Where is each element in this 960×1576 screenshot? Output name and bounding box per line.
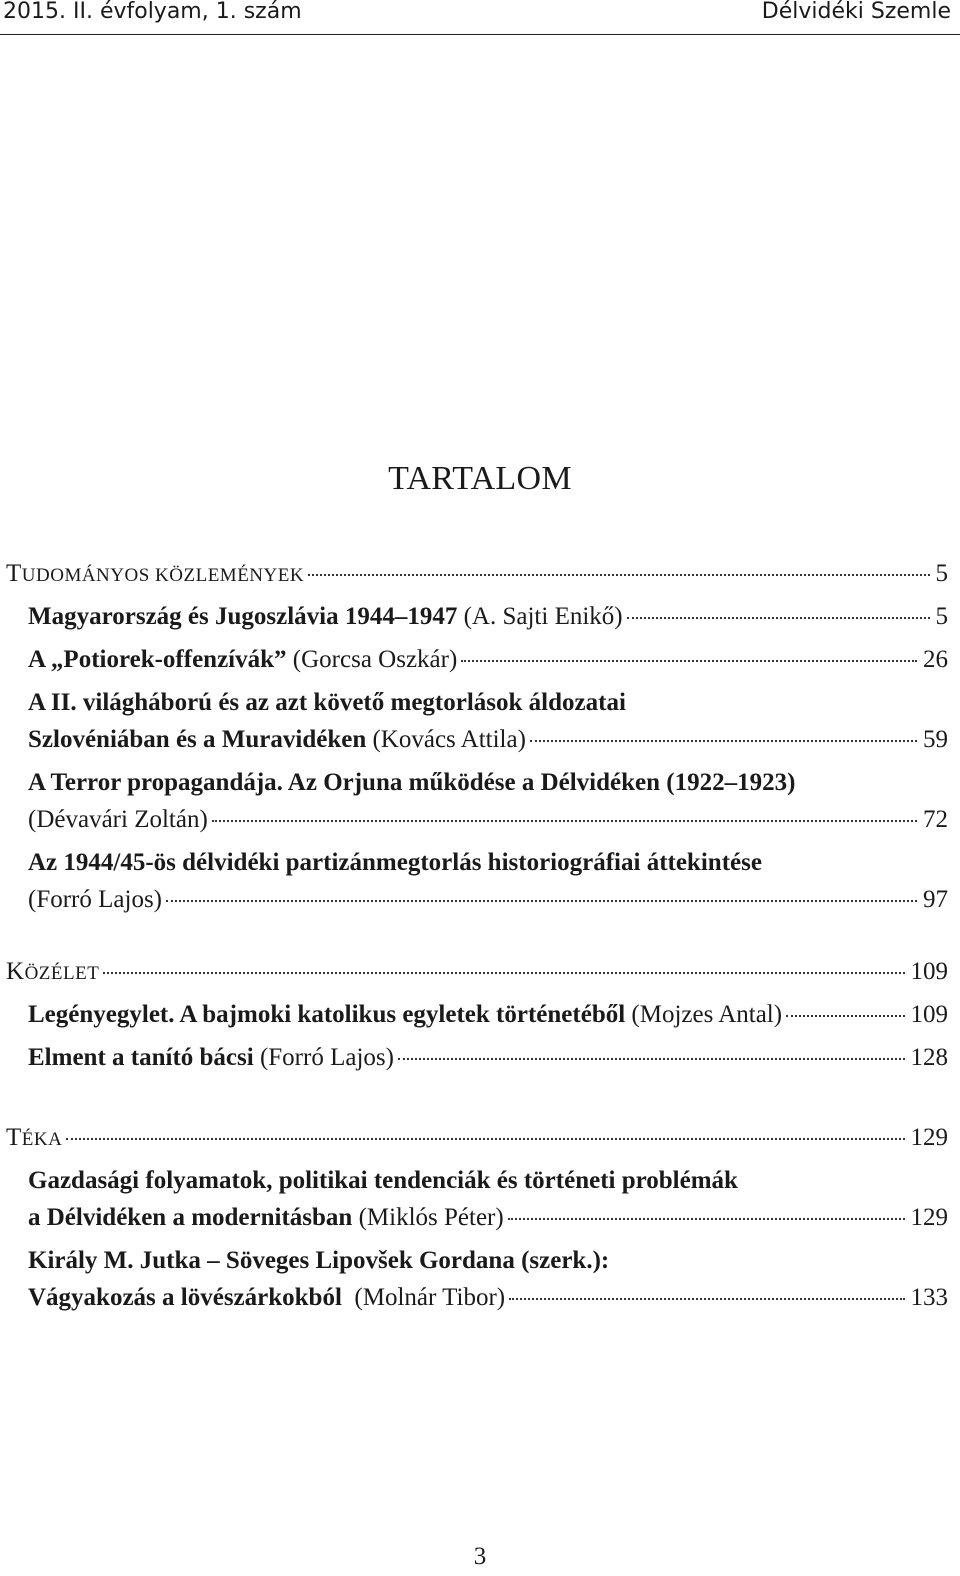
entry-title: Király M. Jutka – Söveges Lipovšek Gordana (szerk.): bbox=[28, 1247, 610, 1274]
entry-page-number: 97 bbox=[923, 886, 948, 913]
dot-leader bbox=[212, 819, 917, 822]
entry-title: A „Potiorek-offenzívák” bbox=[28, 646, 287, 673]
entry-text bbox=[28, 766, 795, 800]
dot-leader bbox=[103, 971, 904, 974]
dot-leader bbox=[627, 616, 930, 619]
entry-title: Elment a tanító bácsi bbox=[28, 1044, 254, 1071]
section-heading bbox=[6, 1121, 948, 1157]
entry-author: (Forró Lajos) bbox=[28, 886, 162, 913]
dot-leader bbox=[786, 1014, 904, 1017]
entry-text bbox=[28, 846, 762, 880]
entry-text bbox=[28, 600, 623, 634]
dot-leader bbox=[308, 573, 929, 576]
entry-author: (Miklós Péter) bbox=[352, 1204, 504, 1231]
entry-page-number: 109 bbox=[910, 1001, 948, 1028]
entry-title: Szlovéniában és a Muravidéken bbox=[28, 726, 367, 753]
entry-text bbox=[28, 643, 457, 677]
entry-title: Az 1944/45-ös délvidéki partizánmegtorlás historiográfiai áttekintése bbox=[28, 849, 762, 876]
entry-text bbox=[28, 1281, 505, 1315]
entry-author: (Gorcsa Oszkár) bbox=[286, 646, 458, 673]
entry-text bbox=[28, 998, 782, 1032]
toc-entry-line bbox=[28, 846, 948, 880]
entry-title: Vágyakozás a lövészárkokból bbox=[28, 1284, 342, 1311]
section-page-number: 109 bbox=[910, 958, 948, 985]
section-heading bbox=[6, 557, 948, 593]
dot-leader bbox=[166, 899, 917, 902]
section-title-initial: K bbox=[6, 958, 25, 985]
section-title bbox=[6, 955, 99, 991]
entry-author: (Dévavári Zoltán) bbox=[28, 806, 208, 833]
toc-entry-line bbox=[28, 1041, 948, 1075]
entry-page-number: 5 bbox=[935, 603, 948, 630]
toc-entry-line bbox=[28, 686, 948, 720]
toc-entry-line bbox=[28, 723, 948, 757]
dot-leader bbox=[461, 659, 917, 662]
entry-title: A II. világháború és az azt követő megtorlások áldozatai bbox=[28, 689, 626, 716]
toc-entry-line bbox=[28, 883, 948, 917]
toc-entry-line bbox=[28, 1281, 948, 1315]
section-heading bbox=[6, 955, 948, 991]
journal-title: Délvidéki Szemle bbox=[761, 0, 951, 24]
entry-title: Legényegylet. A bajmoki katolikus egyletek történetéből bbox=[28, 1001, 626, 1028]
entry-page-number: 26 bbox=[923, 646, 948, 673]
entry-title: Magyarország és Jugoszlávia 1944–1947 bbox=[28, 603, 458, 630]
toc-entry-line bbox=[28, 600, 948, 634]
entry-text bbox=[28, 1201, 504, 1235]
entry-author: (Mojzes Antal) bbox=[625, 1001, 783, 1028]
entry-text bbox=[28, 1244, 609, 1278]
entry-page-number: 133 bbox=[910, 1284, 948, 1311]
section-page-number: 5 bbox=[935, 560, 948, 587]
entry-page-number: 128 bbox=[910, 1044, 948, 1071]
dot-leader bbox=[398, 1057, 905, 1060]
dot-leader bbox=[508, 1217, 905, 1220]
toc-entry-line bbox=[28, 643, 948, 677]
entry-text bbox=[28, 883, 162, 917]
toc-entry-line bbox=[28, 1244, 948, 1278]
section-title bbox=[6, 1121, 62, 1157]
entry-text bbox=[28, 723, 526, 757]
toc-entry-line bbox=[28, 1201, 948, 1235]
entry-author: (Forró Lajos) bbox=[253, 1044, 394, 1071]
dot-leader bbox=[66, 1137, 904, 1140]
entry-title: Gazdasági folyamatok, politikai tendenciák és történeti problémák bbox=[28, 1167, 738, 1194]
section-title-rest: ÉKA bbox=[21, 1129, 63, 1150]
page-title: TARTALOM bbox=[388, 460, 572, 497]
entry-title: a Délvidéken a modernitásban bbox=[28, 1204, 353, 1231]
entry-page-number: 129 bbox=[910, 1204, 948, 1231]
dot-leader bbox=[530, 739, 917, 742]
section-title-rest: ÖZÉLET bbox=[24, 963, 100, 984]
entry-text bbox=[28, 686, 626, 720]
toc-entry-line bbox=[28, 766, 948, 800]
section-title-rest: UDOMÁNYOS KÖZLEMÉNYEK bbox=[21, 565, 305, 586]
entry-author: (A. Sajti Enikő) bbox=[457, 603, 623, 630]
toc-entry-line bbox=[28, 998, 948, 1032]
running-head bbox=[0, 0, 960, 35]
page-number: 3 bbox=[473, 1543, 487, 1570]
entry-text bbox=[28, 803, 208, 837]
entry-page-number: 72 bbox=[923, 806, 948, 833]
dot-leader bbox=[509, 1297, 904, 1300]
entry-text bbox=[28, 1164, 738, 1198]
section-title-initial: T bbox=[6, 560, 22, 587]
section-title bbox=[6, 557, 304, 593]
entry-title: A Terror propagandája. Az Orjuna működése a Délvidéken (1922–1923) bbox=[28, 769, 796, 796]
entry-text bbox=[28, 1041, 394, 1075]
section-page-number: 129 bbox=[910, 1124, 948, 1151]
toc-entry-line bbox=[28, 803, 948, 837]
section-title-initial: T bbox=[6, 1124, 22, 1151]
journal-issue: 2015. II. évfolyam, 1. szám bbox=[3, 0, 302, 24]
entry-author: (Kovács Attila) bbox=[366, 726, 526, 753]
toc-entry-line bbox=[28, 1164, 948, 1198]
entry-page-number: 59 bbox=[923, 726, 948, 753]
entry-author: (Molnár Tibor) bbox=[341, 1284, 506, 1311]
